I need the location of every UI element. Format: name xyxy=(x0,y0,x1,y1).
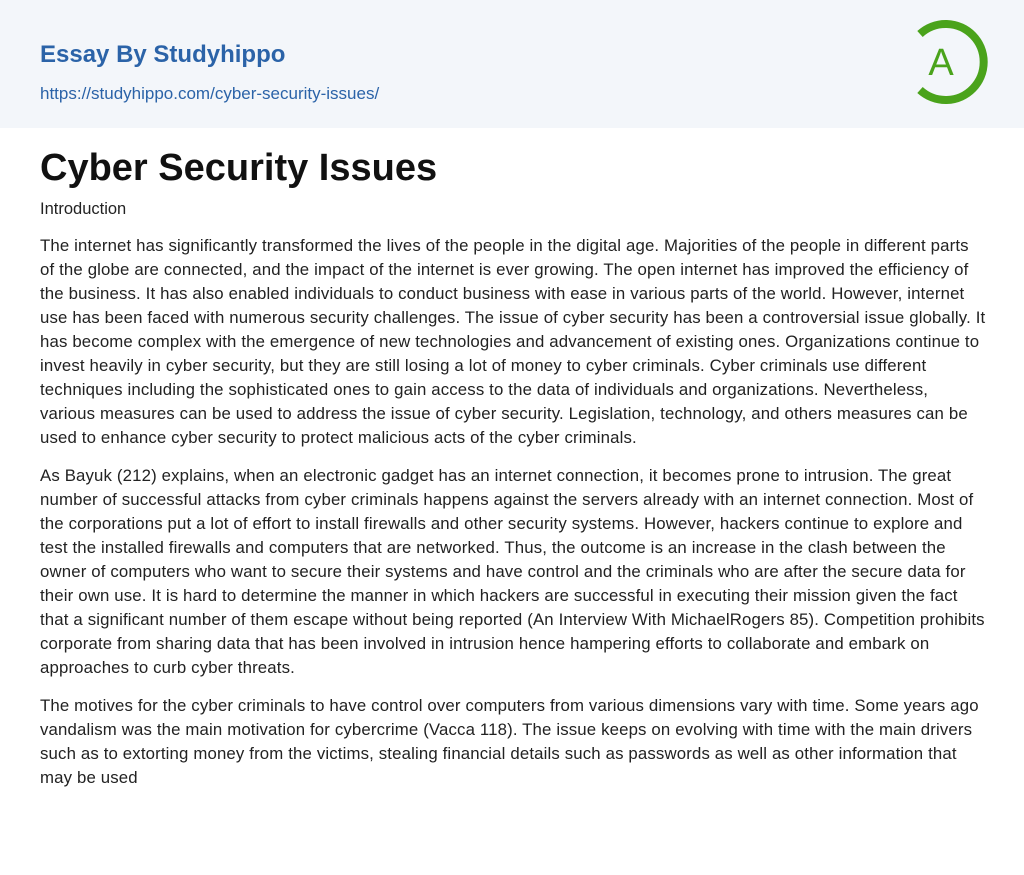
article-body xyxy=(40,234,986,804)
essay-url-link[interactable]: https://studyhippo.com/cyber-security-issues/ xyxy=(40,84,380,103)
paragraph: The internet has significantly transformed the lives of the people in the digital age. Majorities of the people in different parts of the globe are connected, and the impact of the internet is ever growing. The open internet has improved the efficiency of the business. It has also enabled individuals to conduct business with ease in various parts of the world. However, internet use has been faced with numerous security challenges. The issue of cyber security has been a controversial issue globally. It has become complex with the emergence of new technologies and advancement of existing ones. Organizations continue to invest heavily in cyber security, but they are still losing a lot of money to cyber criminals. Cyber criminals use different techniques including the sophisticated ones to gain access to the data of individuals and organizations. Nevertheless, various measures can be used to address the issue of cyber security. Legislation, technology, and others measures can be used to enhance cyber security to protect malicious acts of the cyber criminals. xyxy=(40,236,986,447)
paragraph: As Bayuk (212) explains, when an electronic gadget has an internet connection, it becomes prone to intrusion. The great number of successful attacks from cyber criminals happens against the servers already with an internet connection. Most of the corporations put a lot of effort to install firewalls and other security systems. However, hackers continue to explore and test the installed firewalls and computers that are networked. Thus, the outcome is an increase in the clash between the owner of computers who want to secure their systems and have control and the criminals who are after the secure data for their own use. It is hard to determine the manner in which hackers are successful in executing their mission given the fact that a significant number of them escape without being reported (An Interview With MichaelRogers 85). Competition prohibits corporate from sharing data that has been involved in intrusion hence hampering efforts to collaborate and embark on approaches to curb cyber threats. xyxy=(40,466,985,677)
paragraph: The motives for the cyber criminals to have control over computers from various dimensions vary with time. Some years ago vandalism was the main motivation for cybercrime (Vacca 118). The issue keeps on evolving with time with the main drivers such as to extorting money from the victims, stealing financial details such as passwords as well as other information that may be used xyxy=(40,696,979,787)
section-heading: Introduction xyxy=(40,200,127,218)
logo-letter: A xyxy=(928,42,954,84)
page-title: Cyber Security Issues xyxy=(40,147,438,189)
studyhippo-logo-icon[interactable] xyxy=(908,18,988,106)
brand-title: Essay By Studyhippo xyxy=(40,41,286,68)
